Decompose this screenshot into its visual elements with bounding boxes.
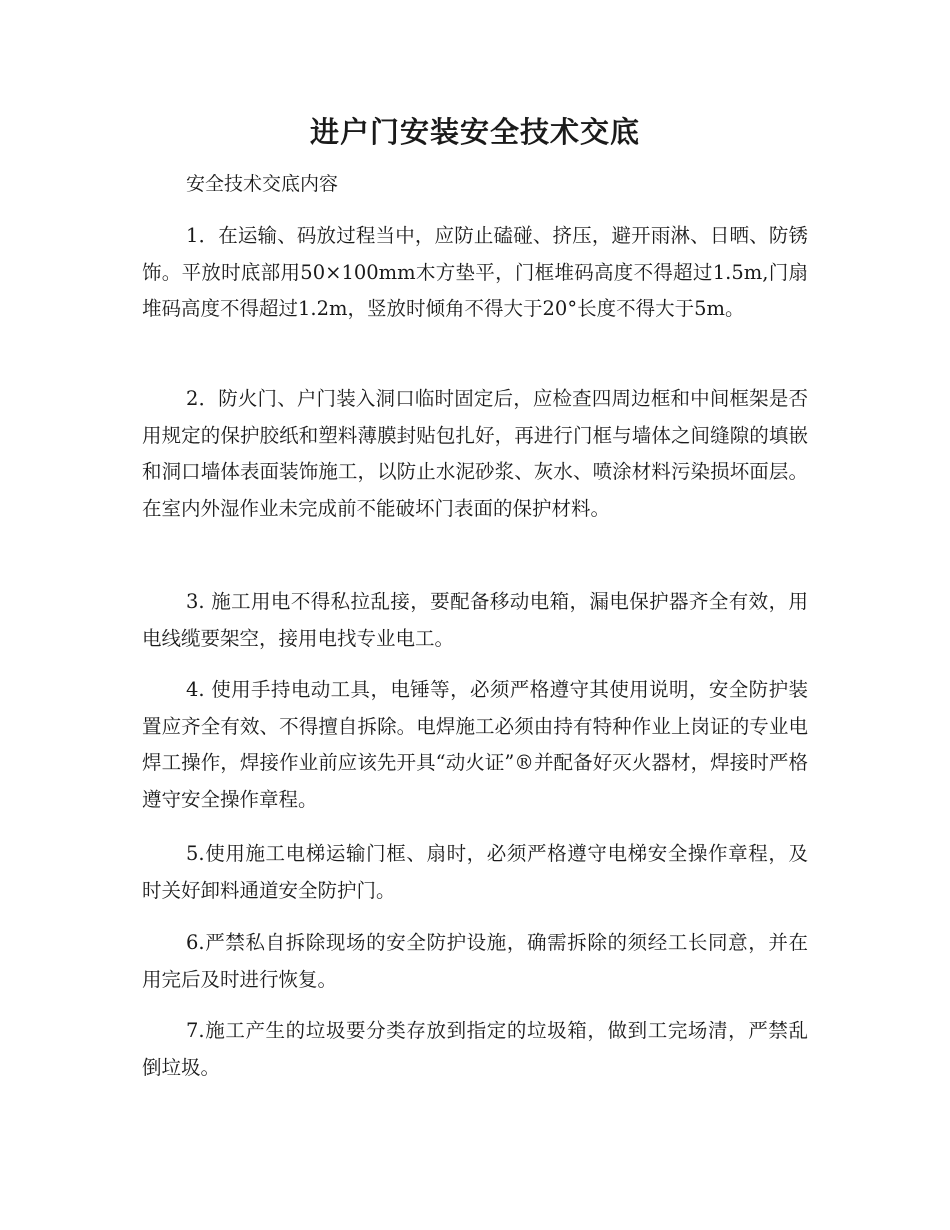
- paragraph-item-5: 5.使用施工电梯运输门框、扇时，必须严格遵守电梯安全操作章程，及时关好卸料通道安全防护门。: [142, 842, 808, 902]
- paragraph-item-1: 1．在运输、码放过程当中，应防止磕碰、挤压，避开雨淋、日晒、防锈饰。平放时底部用50×100mm木方垫平，门框堆码高度不得超过1.5m,门扇堆码高度不得超过1.2m，竖放时倾角不得大于20°长度不得大于5m。: [142, 224, 808, 320]
- paragraph-item-7: 7.施工产生的垃圾要分类存放到指定的垃圾箱，做到工完场清，严禁乱倒垃圾。: [142, 1019, 808, 1079]
- paragraph-item-3: 3. 施工用电不得私拉乱接，要配备移动电箱，漏电保护器齐全有效，用电线缆要架空，接用电找专业电工。: [142, 590, 808, 650]
- paragraph-item-4: 4. 使用手持电动工具，电锤等，必须严格遵守其使用说明，安全防护装置应齐全有效、不得擅自拆除。电焊施工必须由持有特种作业上岗证的专业电焊工操作，焊接作业前应该先开具“动火证”®并配备好灭火器材，焊接时严格遵守安全操作章程。: [142, 678, 808, 811]
- section-heading: 安全技术交底内容: [186, 173, 339, 195]
- paragraph-item-6: 6.严禁私自拆除现场的安全防护设施，确需拆除的须经工长同意，并在用完后及时进行恢复。: [142, 931, 808, 991]
- page-title: 进户门安装安全技术交底: [309, 115, 640, 149]
- paragraph-item-2: 2．防火门、户门装入洞口临时固定后，应检查四周边框和中间框架是否用规定的保护胶纸和塑料薄膜封贴包扎好，再进行门框与墙体之间缝隙的填嵌和洞口墙体表面装饰施工，以防止水泥砂浆、灰水、喷涂材料污染损坏面层。在室内外湿作业未完成前不能破坏门表面的保护材料。: [142, 387, 808, 520]
